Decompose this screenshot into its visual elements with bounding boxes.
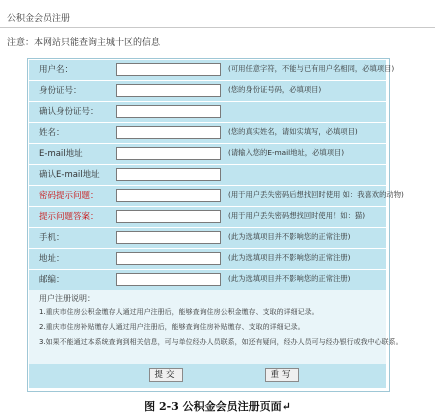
confirm-id-number-input[interactable] bbox=[116, 105, 221, 118]
id-number-hint: (您的身份证号码，必填项目) bbox=[228, 85, 322, 94]
confirm-email-label: 确认E-mail地址 bbox=[39, 170, 100, 180]
instruction-line-3: 3.如果不能通过本系统查询到相关信息，可与单位经办人员联系，如还有疑问，经办人员可与经办银行或我中心联系。 bbox=[39, 338, 403, 346]
mobile-input[interactable] bbox=[116, 231, 221, 244]
registration-instructions bbox=[29, 290, 403, 364]
id-number-input[interactable] bbox=[116, 84, 221, 97]
question-answer-label: 提示问题答案： bbox=[39, 212, 99, 222]
username-label: 用户名： bbox=[39, 65, 74, 75]
form-row-question-answer bbox=[29, 206, 386, 227]
form-row-address bbox=[29, 248, 386, 269]
form-row-id-number bbox=[29, 80, 386, 101]
notice-text: 注意：本网站只能查询主城十区的信息 bbox=[7, 38, 161, 48]
question-answer-input[interactable] bbox=[116, 210, 221, 223]
instructions-heading: 用户注册说明： bbox=[39, 294, 95, 303]
confirm-email-input[interactable] bbox=[116, 168, 221, 181]
form-row-name bbox=[29, 122, 386, 143]
postcode-hint: (此为选填项目并不影响您的正常注册) bbox=[228, 274, 351, 283]
form-row-username bbox=[29, 59, 395, 80]
instruction-line-2: 2.重庆市住房补贴缴存人通过用户注册后，能够查询住房补贴缴存、支取的详细记录。 bbox=[39, 323, 305, 331]
postcode-input[interactable] bbox=[116, 273, 221, 286]
email-input[interactable] bbox=[116, 147, 221, 160]
name-label: 姓名： bbox=[39, 128, 65, 138]
form-row-postcode bbox=[29, 269, 386, 290]
form-row-password-question bbox=[29, 185, 404, 206]
figure-caption: 图 2-3 公积金会员注册页面↵ bbox=[144, 400, 291, 413]
reset-button[interactable]: 重写 bbox=[265, 368, 299, 382]
instruction-line-1: 1.重庆市住房公积金缴存人通过用户注册后，能够查询住房公积金缴存、支取的详细记录。 bbox=[39, 308, 319, 316]
divider bbox=[0, 27, 435, 28]
password-question-label: 密码提示问题： bbox=[39, 191, 99, 201]
id-number-label: 身份证号： bbox=[39, 86, 82, 96]
submit-button[interactable]: 提交 bbox=[149, 368, 183, 382]
email-label: E-mail地址 bbox=[39, 149, 83, 159]
confirm-id-number-label: 确认身份证号： bbox=[39, 107, 99, 117]
form-row-email bbox=[29, 143, 386, 164]
form-row-mobile bbox=[29, 227, 386, 248]
page-title: 公积金会员注册 bbox=[7, 14, 71, 24]
question-answer-hint: (用于用户丢失密码想找回时使用！如：猫) bbox=[228, 211, 366, 220]
postcode-label: 邮编： bbox=[39, 275, 65, 285]
form-row-confirm-email bbox=[29, 164, 386, 185]
form-buttons-bar bbox=[29, 364, 386, 388]
form-row-confirm-id-number bbox=[29, 101, 386, 122]
password-question-hint: (用于用户丢失密码后想找回时使用 如：我喜欢的动物) bbox=[228, 190, 404, 199]
name-hint: (您的真实姓名，请如实填写，必填项目) bbox=[228, 127, 358, 136]
address-input[interactable] bbox=[116, 252, 221, 265]
username-input[interactable] bbox=[116, 63, 221, 76]
username-hint: (可用任意字符，不能与已有用户名相同，必填项目) bbox=[228, 64, 395, 73]
email-hint: (请输入您的E-mail地址，必填项目) bbox=[228, 148, 345, 157]
name-input[interactable] bbox=[116, 126, 221, 139]
password-question-input[interactable] bbox=[116, 189, 221, 202]
address-label: 地址： bbox=[39, 254, 65, 264]
mobile-label: 手机： bbox=[39, 233, 65, 243]
mobile-hint: (此为选填项目并不影响您的正常注册) bbox=[228, 232, 351, 241]
address-hint: (此为选填项目并不影响您的正常注册) bbox=[228, 253, 351, 262]
